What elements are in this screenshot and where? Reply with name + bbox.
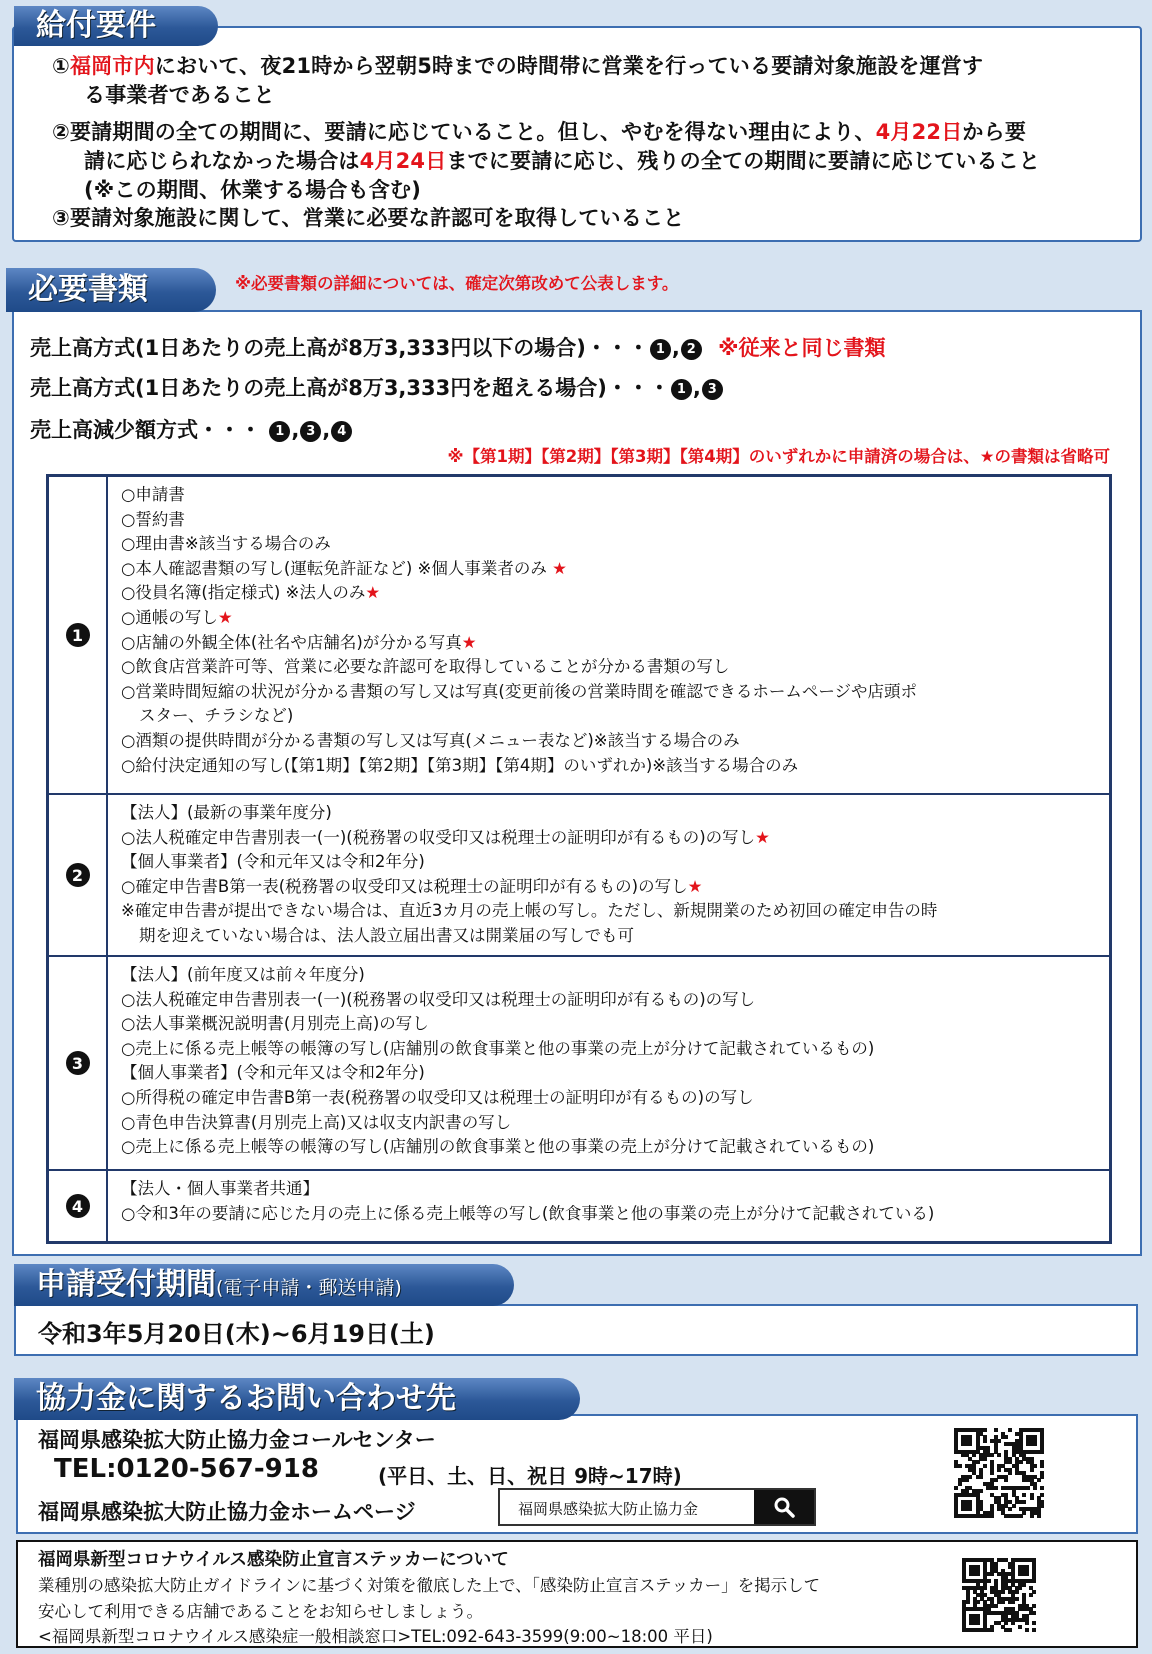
qr-module: [968, 1475, 972, 1479]
qr-module: [1025, 1572, 1029, 1576]
qr-module: [1004, 1435, 1008, 1439]
sticker-line-2: 安心して利用できる店舗であることをお知らせしましょう。: [38, 1602, 484, 1621]
qr-module: [1040, 1464, 1044, 1468]
circle-3-icon: 3: [702, 379, 723, 400]
qr-module: [954, 1486, 958, 1490]
period-header: 申請受付期間(電子申請・郵送申請): [14, 1264, 514, 1306]
star-icon: ★: [365, 583, 381, 603]
contact-hours: (平日、土、日、祝日 9時~17時): [378, 1464, 682, 1488]
qr-module: [1037, 1514, 1041, 1518]
qr-module: [1030, 1496, 1034, 1500]
qr-module: [976, 1572, 980, 1576]
qr-module: [968, 1442, 972, 1446]
qr-module: [1022, 1493, 1026, 1497]
qr-module: [997, 1468, 1001, 1472]
contact-phone: TEL:0120-567-918: [54, 1454, 319, 1484]
qr-module: [1030, 1514, 1034, 1518]
qr-module: [1011, 1600, 1015, 1604]
circle-4-icon: 4: [66, 1194, 90, 1218]
qr-module: [1032, 1590, 1036, 1594]
qr-module: [965, 1478, 969, 1482]
circle-3-icon: 3: [300, 421, 321, 442]
search-input[interactable]: [498, 1488, 816, 1526]
qr-module: [990, 1572, 994, 1576]
qr-module: [983, 1586, 987, 1590]
qr-module: [1008, 1471, 1012, 1475]
table-row-1: [49, 477, 1109, 793]
row-number-cell: [49, 957, 108, 1169]
qr-module: [983, 1428, 987, 1432]
circle-1-icon: 1: [66, 623, 90, 647]
table-row-2: [49, 793, 1109, 955]
qr-module: [1019, 1460, 1023, 1464]
list-item: ○営業時間短縮の状況が分かる書類の写し又は写真(変更前後の営業時間を確認できるホームページや店頭ポ: [121, 681, 918, 701]
qr-module: [1018, 1586, 1022, 1590]
qr-module: [979, 1489, 983, 1493]
qr-module: [1004, 1478, 1008, 1482]
contact-header: 協力金に関するお問い合わせ先: [14, 1378, 580, 1420]
qr-module: [1040, 1504, 1044, 1508]
list-item: ○給付決定通知の写し(【第1期】【第2期】【第3期】【第4期】のいずれか)※該当する場合のみ: [121, 755, 799, 775]
star-omission-note: ※【第1期】【第2期】【第3期】【第4期】のいずれかに申請済の場合は、★の書類は省略可: [447, 447, 1110, 466]
qr-module: [1001, 1600, 1005, 1604]
table-row-3: [49, 955, 1109, 1169]
qr-module: [1008, 1507, 1012, 1511]
qr-module: [994, 1604, 998, 1608]
list-item: ○確定申告書B第一表(税務署の収受印又は税理士の証明印が有るもの)の写し★: [121, 876, 703, 896]
list-item: ○申請書: [121, 485, 185, 504]
qr-module: [994, 1428, 998, 1432]
qr-module: [1022, 1500, 1026, 1504]
qr-module: [1004, 1621, 1008, 1625]
qr-module: [1033, 1442, 1037, 1446]
list-item: 期を迎えていない場合は、法人設立届出書又は開業届の写しでも可: [139, 925, 634, 945]
qr-module: [1026, 1486, 1030, 1490]
qr-module: [1032, 1611, 1036, 1615]
qr-module: [976, 1460, 980, 1464]
list-item: ○店舗の外観全体(社名や店舗名)が分かる写真★: [121, 632, 477, 652]
qr-module: [997, 1453, 1001, 1457]
qr-module: [1022, 1511, 1026, 1515]
list-item: ○青色申告決算書(月別売上高)又は収支内訳書の写し: [121, 1112, 512, 1132]
qr-module: [968, 1507, 972, 1511]
qr-code-icon[interactable]: [962, 1558, 1036, 1632]
list-item: 【個人事業者】(令和元年又は令和2年分): [121, 1063, 425, 1083]
qr-code-icon[interactable]: [954, 1428, 1044, 1518]
search-button[interactable]: [754, 1490, 814, 1524]
qr-module: [1018, 1625, 1022, 1629]
qr-module: [990, 1514, 994, 1518]
list-item: ○法人税確定申告書別表一(一)(税務署の収受印又は税理士の証明印が有るもの)の写し: [121, 989, 756, 1009]
qr-module: [1040, 1486, 1044, 1490]
list-item: ○理由書※該当する場合のみ: [121, 534, 331, 554]
table-row-4: [49, 1169, 1109, 1241]
qr-module: [983, 1439, 987, 1443]
method-sales-above: 売上高方式(1日あたりの売上高が8万3,333円を超える場合)・・・ 1 , 3: [30, 372, 724, 402]
list-item: スター、チラシなど): [139, 706, 294, 726]
documents-note: ※必要書類の詳細については、確定次第改めて公表します。: [235, 274, 679, 293]
requirement-2-cont: 請に応じられなかった場合は4月24日までに要請に応じ、残りの全ての期間に要請に応じていること: [84, 149, 1041, 173]
qr-module: [1032, 1604, 1036, 1608]
row-number-cell: [49, 795, 108, 955]
qr-module: [1001, 1590, 1005, 1594]
row-number-cell: [49, 1171, 108, 1241]
qr-module: [994, 1478, 998, 1482]
qr-module: [966, 1600, 970, 1604]
star-icon: ★: [461, 632, 477, 652]
circle-3-icon: 3: [66, 1051, 90, 1075]
star-icon: ★: [217, 607, 233, 627]
list-item: ○誓約書: [121, 509, 185, 529]
qr-module: [972, 1453, 976, 1457]
qr-module: [1012, 1504, 1016, 1508]
row-3-content: [121, 963, 1099, 1160]
qr-module: [990, 1453, 994, 1457]
requirement-3: ③要請対象施設に関して、営業に必要な許認可を取得していること: [52, 206, 685, 230]
circle-2-icon: 2: [66, 863, 90, 887]
list-item: ○酒類の提供時間が分かる書類の写し又は写真(メニュー表など)※該当する場合のみ: [121, 730, 740, 750]
list-item: 【法人】(前年度又は前々年度分): [121, 965, 365, 984]
row-1-content: [121, 483, 1099, 778]
qr-module: [997, 1439, 1001, 1443]
search-icon: [773, 1496, 795, 1518]
requirement-1-cont: る事業者であること: [84, 83, 275, 107]
qr-module: [1040, 1493, 1044, 1497]
requirements-header: 給付要件: [14, 6, 218, 46]
requirement-2: ②要請期間の全ての期間に、要請に応じていること。但し、やむを得ない理由により、4月22日から要: [52, 120, 1027, 144]
qr-module: [990, 1471, 994, 1475]
sticker-line-3: <福岡県新型コロナウイルス感染症一般相談窓口>TEL:092-643-3599(9:00~18:00 平日): [38, 1627, 713, 1646]
list-item: ○本人確認書類の写し(運転免許証など) ※個人事業者のみ ★: [121, 558, 567, 578]
qr-module: [1008, 1628, 1012, 1632]
period-text: 令和3年5月20日(木)~6月19日(土): [38, 1320, 435, 1348]
requirement-2-note: (※この期間、休業する場合も含む): [84, 178, 422, 202]
qr-module: [1033, 1464, 1037, 1468]
qr-module: [990, 1628, 994, 1632]
qr-module: [1015, 1590, 1019, 1594]
qr-module: [1037, 1478, 1041, 1482]
search-input-text: 福岡県感染拡大防止協力金: [518, 1500, 699, 1518]
list-item: ○売上に係る売上帳等の帳簿の写し(店舗別の飲食事業と他の事業の売上が分けて記載されているもの): [121, 1038, 875, 1058]
circle-1-icon: 1: [650, 339, 671, 360]
list-item: ○令和3年の要請に応じた月の売上に係る売上帳等の写し(飲食事業と他の事業の売上が分けて記載されている): [121, 1203, 935, 1223]
list-item: 【個人事業者】(令和元年又は令和2年分): [121, 852, 425, 872]
list-item: 【法人】(最新の事業年度分): [121, 803, 332, 822]
qr-module: [958, 1464, 962, 1468]
qr-module: [1015, 1597, 1019, 1601]
list-item: ○売上に係る売上帳等の帳簿の写し(店舗別の飲食事業と他の事業の売上が分けて記載されているもの): [121, 1137, 875, 1157]
circle-1-icon: 1: [671, 379, 692, 400]
list-item: 【法人・個人事業者共通】: [121, 1179, 319, 1198]
requirement-1: ①福岡市内において、夜21時から翌朝5時までの時間帯に営業を行っている要請対象施設を運営す: [52, 54, 984, 78]
star-icon: ★: [552, 558, 567, 578]
list-item: ○飲食店営業許可等、営業に必要な許認可を取得していることが分かる書類の写し: [121, 657, 730, 677]
callcenter-name: 福岡県感染拡大防止協力金コールセンター: [38, 1428, 436, 1452]
method-sales-below: 売上高方式(1日あたりの売上高が8万3,333円以下の場合)・・・ 1 , 2 ※従来と同じ書類: [30, 336, 886, 360]
qr-module: [994, 1486, 998, 1490]
circle-2-icon: 2: [681, 339, 702, 360]
qr-module: [976, 1621, 980, 1625]
list-item: ※確定申告書が提出できない場合は、直近3カ月の売上帳の写し。ただし、新規開業のため初回の確定申告の時: [121, 901, 938, 921]
qr-module: [983, 1457, 987, 1461]
qr-module: [976, 1600, 980, 1604]
qr-module: [1011, 1621, 1015, 1625]
qr-module: [1033, 1486, 1037, 1490]
circle-1-icon: 1: [269, 421, 290, 442]
list-item: ○役員名簿(指定様式) ※法人のみ★: [121, 583, 381, 603]
homepage-label: 福岡県感染拡大防止協力金ホームページ: [38, 1500, 416, 1524]
star-icon: ★: [687, 876, 703, 896]
list-item: ○法人事業概況説明書(月別売上高)の写し: [121, 1014, 429, 1034]
qr-module: [1040, 1450, 1044, 1454]
qr-module: [958, 1482, 962, 1486]
qr-module: [1032, 1579, 1036, 1583]
qr-module: [1025, 1621, 1029, 1625]
star-icon: ★: [755, 827, 770, 847]
row-number-cell: [49, 477, 108, 793]
list-item: ○通帳の写し★: [121, 607, 233, 627]
qr-module: [1008, 1428, 1012, 1432]
qr-module: [1032, 1621, 1036, 1625]
row-4-content: [121, 1177, 1099, 1226]
sticker-line-1: 業種別の感染拡大防止ガイドラインに基づく対策を徹底した上で、「感染防止宣言ステッカー」を掲示して: [38, 1576, 821, 1595]
documents-table: [46, 474, 1112, 1244]
qr-module: [987, 1579, 991, 1583]
sticker-title: 福岡県新型コロナウイルス感染防止宣言ステッカーについて: [38, 1550, 509, 1570]
list-item: ○所得税の確定申告書B第一表(税務署の収受印又は税理士の証明印が有るもの)の写し: [121, 1087, 754, 1107]
circle-4-icon: 4: [331, 421, 352, 442]
qr-module: [1032, 1628, 1036, 1632]
qr-module: [1040, 1475, 1044, 1479]
qr-module: [1019, 1514, 1023, 1518]
row-2-content: [121, 801, 1099, 949]
qr-module: [1025, 1628, 1029, 1632]
qr-module: [983, 1464, 987, 1468]
list-item: ○法人税確定申告書別表一(一)(税務署の収受印又は税理士の証明印が有るもの)の写し★: [121, 827, 770, 847]
method-reduction: 売上高減少額方式・・・ 1 , 3 , 4: [30, 414, 353, 444]
qr-module: [1029, 1593, 1033, 1597]
qr-module: [1022, 1583, 1026, 1587]
documents-header: 必要書類: [6, 268, 216, 312]
qr-module: [1030, 1468, 1034, 1472]
qr-module: [979, 1475, 983, 1479]
